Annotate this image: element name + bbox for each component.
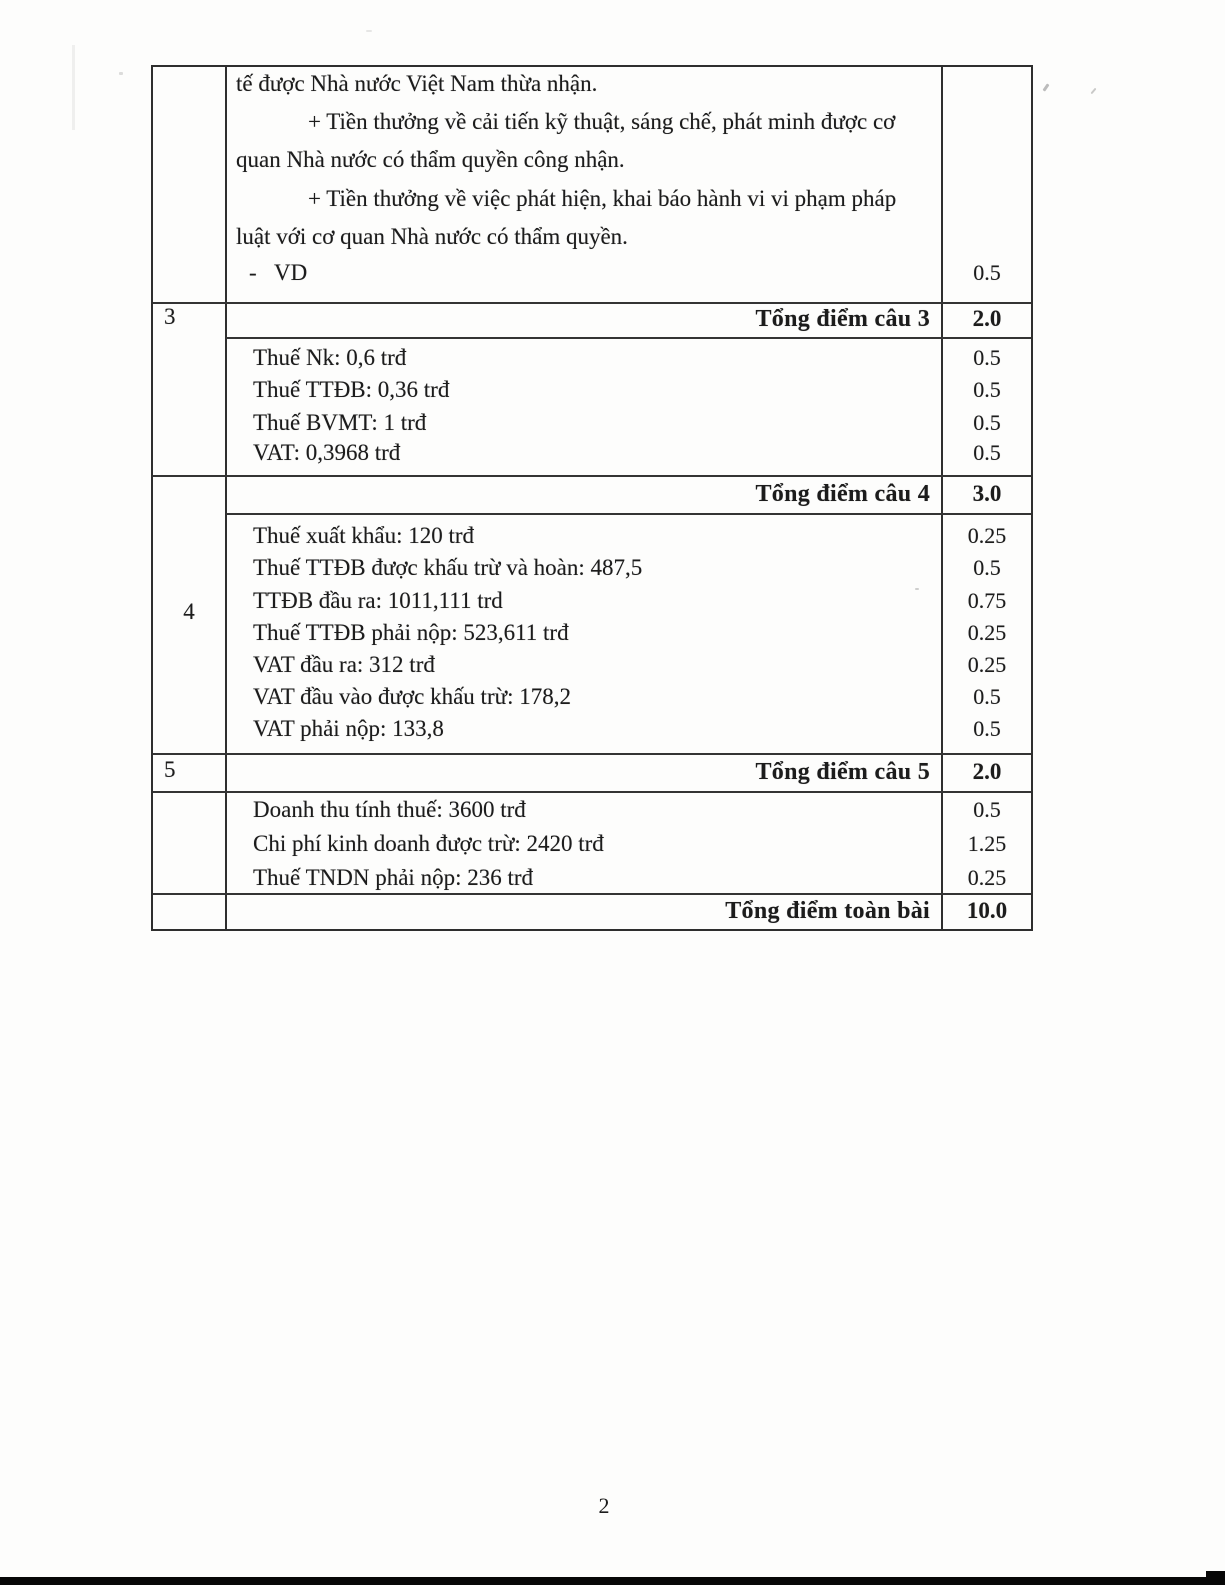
score-cell: 0.75	[967, 588, 1007, 613]
answer-text-line: quan Nhà nước có thẩm quyền công nhận.	[236, 147, 625, 172]
score-cell: 0.5	[973, 440, 1001, 465]
answer-text-line: Thuế TNDN phải nộp: 236 trđ	[253, 865, 534, 890]
answer-text-line: Chi phí kinh doanh được trừ: 2420 trđ	[253, 831, 604, 856]
question-total-label: Tổng điểm câu 3	[755, 306, 930, 332]
page-number: 2	[598, 1493, 610, 1518]
score-cell: 0.25	[967, 865, 1007, 890]
answer-text-line: + Tiền thưởng về cải tiến kỹ thuật, sáng chế, phát minh được cơ	[308, 109, 896, 134]
answer-text-line: VAT đầu ra: 312 trđ	[253, 652, 435, 677]
answer-text-line: VAT đầu vào được khấu trừ: 178,2	[253, 684, 571, 709]
score-cell: 0.5	[973, 684, 1001, 709]
question-number: 3	[164, 304, 176, 329]
score-cell: 0.5	[973, 716, 1001, 741]
question-total-score: 2.0	[972, 759, 1002, 784]
question-total-label: Tổng điểm câu 5	[755, 759, 930, 785]
row-divider	[153, 753, 1031, 755]
score-cell: 0.25	[967, 620, 1007, 645]
question-number: 5	[164, 757, 176, 782]
scan-speck	[366, 30, 372, 32]
answer-text-line: Doanh thu tính thuế: 3600 trđ	[253, 797, 526, 822]
answer-text-line: Thuế TTĐB: 0,36 trđ	[253, 377, 450, 402]
answer-text-line: - VD	[249, 260, 308, 285]
answer-text-line: Thuế TTĐB được khấu trừ và hoàn: 487,5	[253, 555, 643, 580]
grand-total-score: 10.0	[966, 898, 1008, 923]
answer-text-line: luật với cơ quan Nhà nước có thẩm quyền.	[236, 224, 628, 249]
row-divider	[153, 791, 1031, 793]
score-cell: 0.5	[973, 410, 1001, 435]
score-cell: 0.25	[967, 652, 1007, 677]
answer-text-line: Thuế TTĐB phải nộp: 523,611 trđ	[253, 620, 569, 645]
row-divider	[226, 337, 1031, 339]
scanner-edge-strip	[0, 1577, 1225, 1585]
question-total-score: 2.0	[972, 306, 1002, 331]
question-number: 4	[183, 599, 195, 624]
answer-text-line: Thuế Nk: 0,6 trđ	[253, 345, 407, 370]
question-total-label: Tổng điểm câu 4	[755, 481, 930, 507]
scan-speck	[1090, 88, 1096, 95]
score-cell: 0.5	[973, 377, 1001, 402]
score-cell: 1.25	[967, 831, 1007, 856]
question-total-score: 3.0	[972, 481, 1002, 506]
scan-streak	[72, 45, 75, 130]
answer-text-line: Thuế BVMT: 1 trđ	[253, 410, 427, 435]
scan-speck	[1042, 83, 1049, 91]
score-cell: 0.5	[973, 797, 1001, 822]
grand-total-label: Tổng điểm toàn bài	[725, 898, 930, 924]
row-divider	[153, 475, 1031, 477]
row-divider	[153, 893, 1031, 895]
answer-text-line: VAT: 0,3968 trđ	[253, 440, 401, 465]
score-cell: 0.25	[967, 523, 1007, 548]
column-divider-question-number	[225, 67, 227, 929]
score-cell: 0.5	[973, 345, 1001, 370]
answer-text-line: TTĐB đầu ra: 1011,111 trd	[253, 588, 503, 613]
row-divider	[226, 513, 1031, 515]
answer-text-line: tế được Nhà nước Việt Nam thừa nhận.	[236, 71, 598, 96]
score-cell: 0.5	[973, 555, 1001, 580]
scan-speck	[119, 72, 123, 75]
answer-text-line: + Tiền thưởng về việc phát hiện, khai báo hành vi vi phạm pháp	[308, 186, 897, 211]
score-cell: 0.5	[973, 260, 1001, 285]
answer-text-line: Thuế xuất khẩu: 120 trđ	[253, 523, 475, 548]
scan-speck	[915, 588, 919, 590]
answer-text-line: VAT phải nộp: 133,8	[253, 716, 444, 741]
